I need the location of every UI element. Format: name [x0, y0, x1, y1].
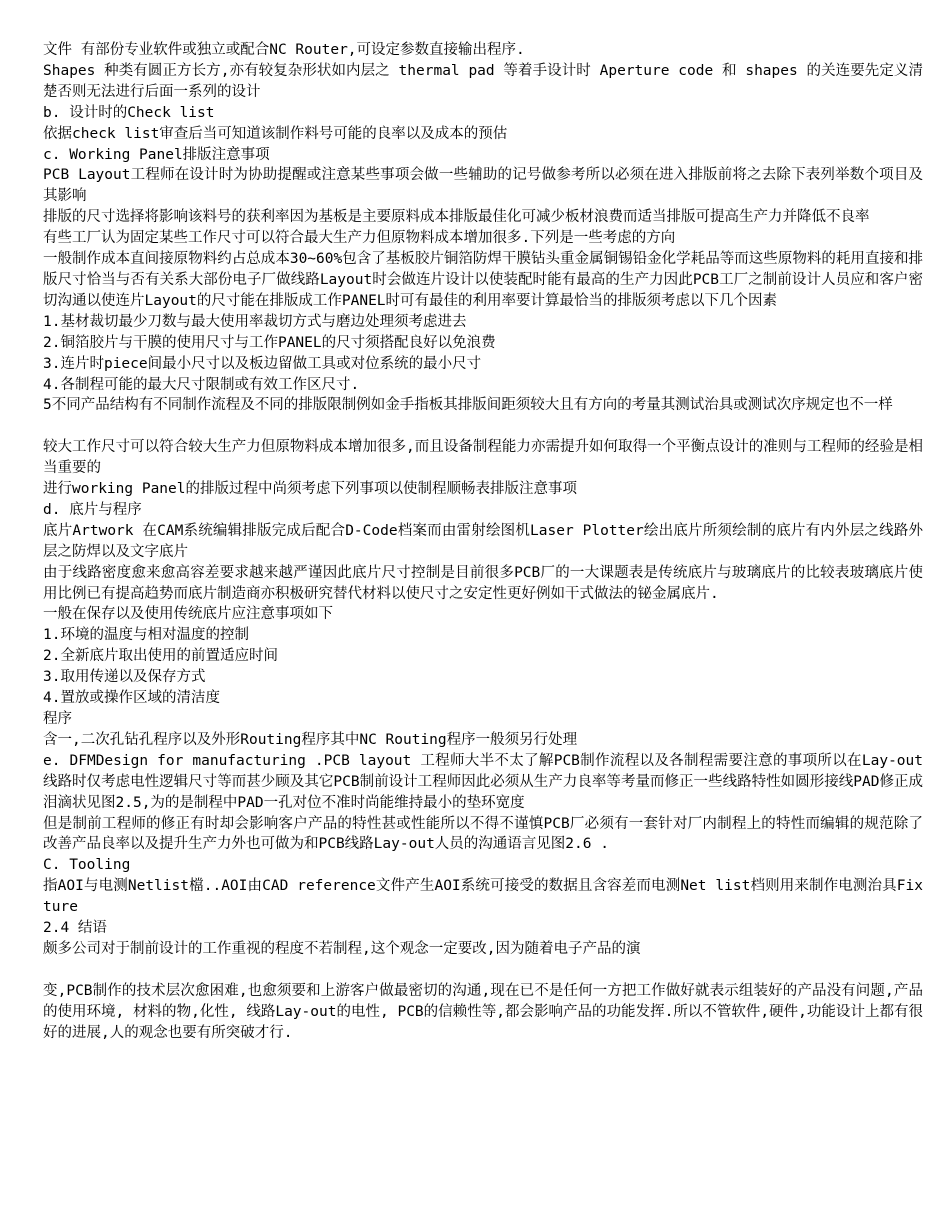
document-body: [43, 40, 923, 1043]
list-item: 2.铜箔胶片与干膜的使用尺寸与工作PANEL的尺寸须搭配良好以免浪费: [43, 334, 496, 351]
section-heading: d. 底片与程序: [43, 501, 142, 518]
paragraph: 较大工作尺寸可以符合较大生产力但原物料成本增加很多,而且设备制程能力亦需提升如何取得一个平衡点设计的准则与工程师的经验是相当重要的: [43, 439, 923, 477]
list-item: 4.各制程可能的最大尺寸限制或有效工作区尺寸.: [43, 376, 360, 393]
paragraph: 底片Artwork 在CAM系统编辑排版完成后配合D-Code档案而由雷射绘图机Laser Plotter绘出底片所须绘制的底片有内外层之线路外层之防焊以及文字底片: [43, 522, 923, 560]
section-heading: b. 设计时的Check list: [43, 104, 215, 121]
paragraph: 排版的尺寸选择将影响该料号的获利率因为基板是主要原料成本排版最佳化可减少板材浪费而适当排版可提高生产力并降低不良率: [43, 209, 870, 226]
paragraph: 颇多公司对于制前设计的工作重视的程度不若制程,这个观念一定要改,因为随着电子产品的演: [43, 940, 641, 957]
paragraph: 一般制作成本直间接原物料约占总成本30~60%包含了基板胶片铜箔防焊干膜钻头重金属铜锡铅金化学耗品等而这些原物料的耗用直接和排版尺寸恰当与否有关系大部份电子厂做线路Layout时会做连片设计以使装配时能有最高的生产力因此PCB工厂之制前设计人员应和客户密切沟通以使连片Layout的尺寸能在排版成工作PANEL时可有最佳的利用率要计算最恰当的排版须考虑以下几个因素: [43, 251, 923, 309]
blank-line: [43, 416, 923, 437]
list-item: 4.置放或操作区域的清洁度: [43, 690, 220, 707]
blank-line: [43, 960, 923, 981]
paragraph: Shapes 种类有圆正方长方,亦有较复杂形状如内层之 thermal pad 等着手设计时 Aperture code 和 shapes 的关连要先定义清楚否则无法进行后面一系列的设计: [43, 62, 923, 100]
paragraph: 含一,二次孔钻孔程序以及外形Routing程序其中NC Routing程序一般须另行处理: [43, 731, 578, 748]
list-item: 2.全新底片取出使用的前置适应时间: [43, 648, 278, 665]
paragraph: 指AOI与电测Netlist檔..AOI由CAD reference文件产生AOI系统可接受的数据且含容差而电测Net list档则用来制作电测治具Fixture: [43, 878, 923, 916]
paragraph: 变,PCB制作的技术层次愈困难,也愈须要和上游客户做最密切的沟通,现在已不是任何一方把工作做好就表示组装好的产品没有问题,产品的使用环境, 材料的物,化性, 线路Lay-out的电性, PCB的信赖性等,都会影响产品的功能发挥.所以不管软件,硬件,功能设计上都有很好的进展,人的观念也要有所突破才行.: [43, 982, 923, 1041]
section-heading: 程序: [43, 710, 72, 727]
list-item: 1.环境的温度与相对温度的控制: [43, 627, 249, 644]
section-heading: c. Working Panel排版注意事项: [43, 146, 270, 163]
list-item: 3.连片时piece间最小尺寸以及板边留做工具或对位系统的最小尺寸: [43, 355, 482, 372]
paragraph: e. DFMDesign for manufacturing .PCB layout 工程师大半不太了解PCB制作流程以及各制程需要注意的事项所以在Lay-out线路时仅考虑电性逻辑尺寸等而甚少顾及其它PCB制前设计工程师因此必须从生产力良率等考量而修正一些线路特性如圆形接线PAD修正成泪滴状见图2.5,为的是制程中PAD一孔对位不准时尚能维持最小的垫环宽度: [43, 752, 923, 811]
paragraph: 有些工厂认为固定某些工作尺寸可以符合最大生产力但原物料成本增加很多.下列是一些考虑的方向: [43, 230, 676, 247]
paragraph: PCB Layout工程师在设计时为协助提醒或注意某些事项会做一些辅助的记号做参考所以必须在进入排版前将之去除下表列举数个项目及其影响: [43, 167, 923, 205]
list-item: 5不同产品结构有不同制作流程及不同的排版限制例如金手指板其排版间距须较大且有方向的考量其测试治具或测试次序规定也不一样: [43, 397, 893, 414]
paragraph: 一般在保存以及使用传统底片应注意事项如下: [43, 606, 333, 623]
list-item: 1.基材裁切最少刀数与最大使用率裁切方式与磨边处理须考虑进去: [43, 313, 467, 330]
paragraph: 进行working Panel的排版过程中尚须考虑下列事项以使制程顺畅表排版注意事项: [43, 481, 577, 498]
section-heading: C. Tooling: [43, 857, 131, 874]
section-heading: 2.4 结语: [43, 920, 107, 937]
paragraph: 依据check list审查后当可知道该制作料号可能的良率以及成本的预估: [43, 125, 508, 142]
paragraph: 但是制前工程师的修正有时却会影响客户产品的特性甚或性能所以不得不谨慎PCB厂必须有一套针对厂内制程上的特性而编辑的规范除了改善产品良率以及提升生产力外也可做为和PCB线路Lay-out人员的沟通语言见图2.6 .: [43, 815, 923, 853]
list-item: 3.取用传递以及保存方式: [43, 669, 206, 686]
paragraph: 文件 有部份专业软件或独立或配合NC Router,可设定参数直接输出程序.: [43, 42, 525, 58]
paragraph: 由于线路密度愈来愈高容差要求越来越严谨因此底片尺寸控制是目前很多PCB厂的一大课题表是传统底片与玻璃底片的比较表玻璃底片使用比例已有提高趋势而底片制造商亦积极研究替代材料以使尺寸之安定性更好例如干式做法的铋金属底片.: [43, 564, 923, 602]
